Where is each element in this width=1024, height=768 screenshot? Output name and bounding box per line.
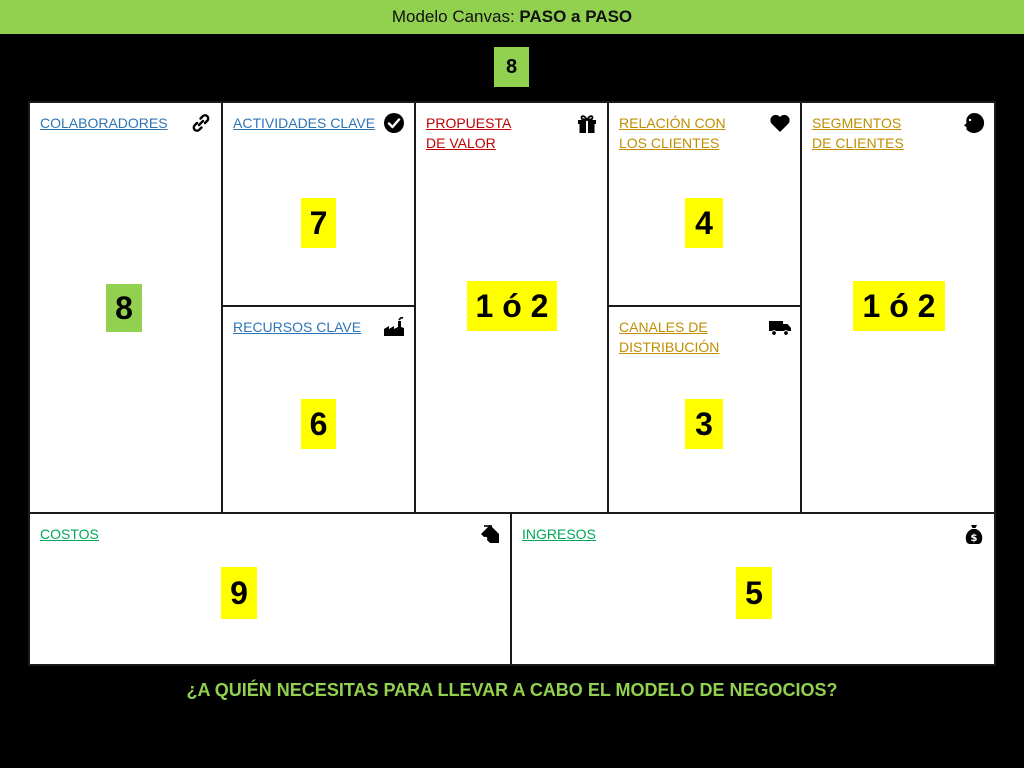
step-badge: 1 ó 2	[853, 281, 945, 331]
header-bar	[0, 0, 1024, 34]
step-badge: 8	[106, 284, 142, 332]
block-label[interactable]: PROPUESTA DE VALOR	[426, 115, 512, 151]
block-relacion-clientes[interactable]	[607, 101, 802, 307]
step-badge: 5	[736, 567, 772, 619]
block-label[interactable]: COLABORADORES	[40, 115, 168, 131]
money-bag-icon	[962, 522, 986, 546]
block-colaboradores[interactable]	[28, 101, 223, 514]
block-label[interactable]: RELACIÓN CON LOS CLIENTES	[619, 115, 726, 151]
step-badge: 1 ó 2	[467, 281, 557, 331]
person-head-icon	[962, 111, 986, 135]
current-step-badge: 8	[494, 47, 529, 87]
svg-text:$: $	[970, 533, 978, 544]
guiding-question: ¿A QUIÉN NECESITAS PARA LLEVAR A CABO EL MODELO DE NEGOCIOS?	[186, 680, 838, 700]
block-label[interactable]: SEGMENTOS DE CLIENTES	[812, 115, 904, 151]
check-circle-icon	[382, 111, 406, 135]
block-label[interactable]: COSTOS	[40, 526, 99, 542]
block-label[interactable]: CANALES DE DISTRIBUCIÓN	[619, 319, 720, 355]
block-canales-distribucion[interactable]	[607, 305, 802, 514]
step-badge: 9	[221, 567, 257, 619]
block-costos[interactable]	[28, 512, 512, 666]
truck-icon	[768, 315, 792, 339]
block-label[interactable]: ACTIVIDADES CLAVE	[233, 115, 376, 131]
header-title-bold: PASO a PASO	[519, 7, 633, 26]
step-badge: 3	[685, 399, 723, 449]
block-propuesta-de-valor[interactable]	[414, 101, 609, 514]
block-recursos-clave[interactable]	[221, 305, 416, 514]
block-label[interactable]: RECURSOS CLAVE	[233, 319, 362, 335]
business-model-canvas	[28, 101, 996, 666]
block-ingresos[interactable]	[510, 512, 996, 666]
heart-icon	[768, 111, 792, 135]
step-badge: 7	[301, 198, 336, 248]
header-title-prefix: Modelo Canvas:	[391, 7, 520, 26]
step-badge: 4	[685, 198, 723, 248]
block-label[interactable]: INGRESOS	[522, 526, 596, 542]
block-segmentos-clientes[interactable]	[800, 101, 996, 514]
price-tag-icon	[478, 522, 502, 546]
step-badge: 6	[301, 399, 336, 449]
link-icon	[189, 111, 213, 135]
factory-icon	[382, 315, 406, 339]
gift-icon	[575, 111, 599, 135]
block-actividades-clave[interactable]	[221, 101, 416, 307]
